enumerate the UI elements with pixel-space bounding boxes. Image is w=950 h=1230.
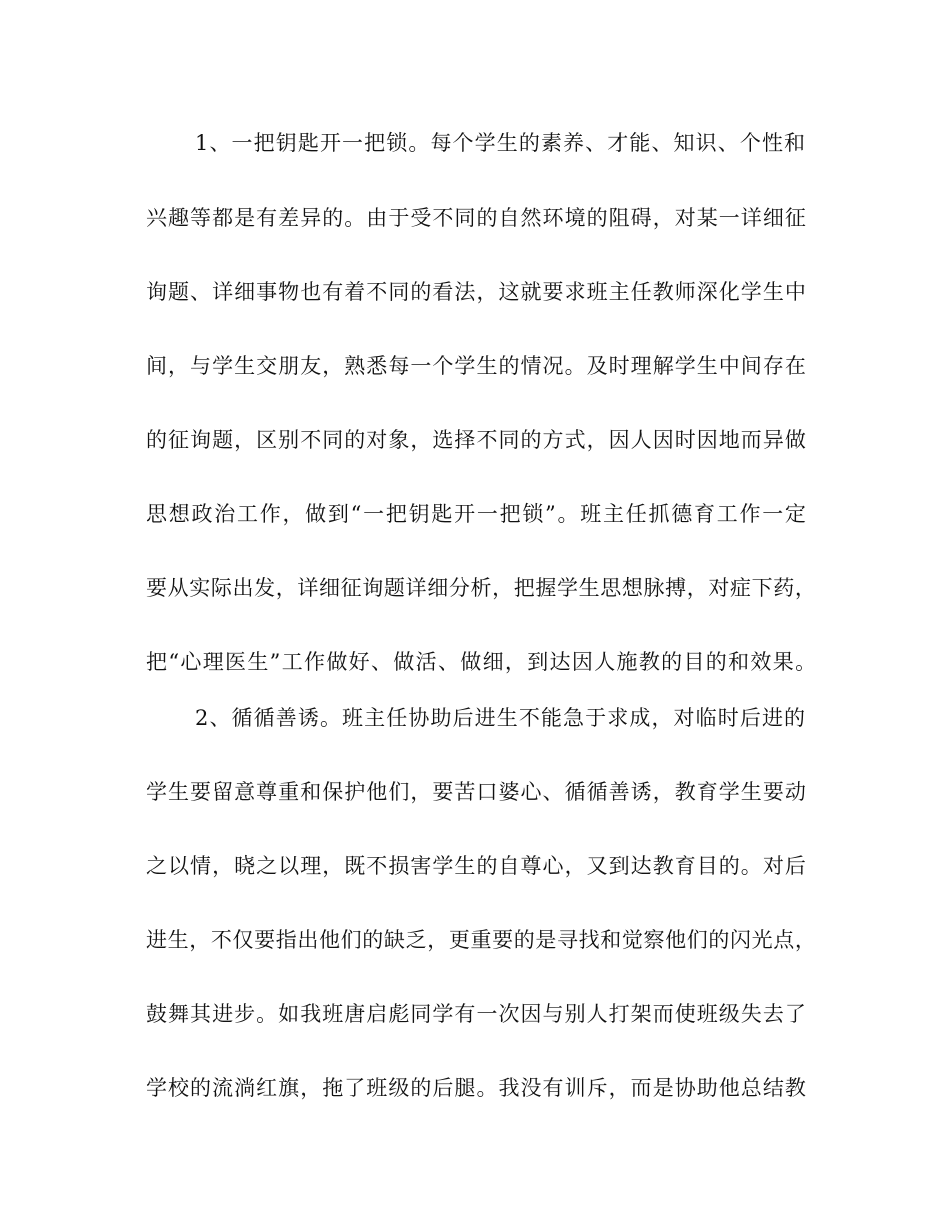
paragraph-2-line-1: 2、循循善诱。班主任协助后进生不能急于求成，对临时后进的 [195, 706, 807, 730]
paragraph-1-line-5: 的征询题，区别不同的对象，选择不同的方式，因人因时因地而异做 [146, 428, 807, 452]
paragraph-2-line-4: 进生，不仅要指出他们的缺乏，更重要的是寻找和觉察他们的闪光点， [146, 928, 817, 952]
paragraph-2-line-6: 学校的流淌红旗，拖了班级的后腿。我没有训斥，而是协助他总结教 [146, 1076, 807, 1100]
paragraph-1-line-4: 间，与学生交朋友，熟悉每一个学生的情况。及时理解学生中间存在 [146, 354, 807, 378]
paragraph-1-line-1: 1、一把钥匙开一把锁。每个学生的素养、才能、知识、个性和 [195, 131, 807, 155]
paragraph-1-line-7: 要从实际出发，详细征询题详细分析，把握学生思想脉搏，对症下药， [146, 576, 817, 600]
paragraph-1-line-6: 思想政治工作，做到“一把钥匙开一把锁”。班主任抓德育工作一定 [146, 502, 808, 526]
paragraph-2-line-2: 学生要留意尊重和保护他们，要苦口婆心、循循善诱，教育学生要动 [146, 780, 807, 804]
paragraph-2-line-5: 鼓舞其进步。如我班唐启彪同学有一次因与别人打架而使班级失去了 [146, 1002, 807, 1026]
paragraph-1-line-2: 兴趣等都是有差异的。由于受不同的自然环境的阻碍，对某一详细征 [146, 206, 807, 230]
paragraph-1-line-3: 询题、详细事物也有着不同的看法，这就要求班主任教师深化学生中 [146, 280, 807, 304]
paragraph-2-line-3: 之以情，晓之以理，既不损害学生的自尊心，又到达教育目的。对后 [146, 854, 807, 878]
paragraph-1-line-8: 把“心理医生”工作做好、做活、做细，到达因人施教的目的和效果。 [146, 650, 818, 674]
